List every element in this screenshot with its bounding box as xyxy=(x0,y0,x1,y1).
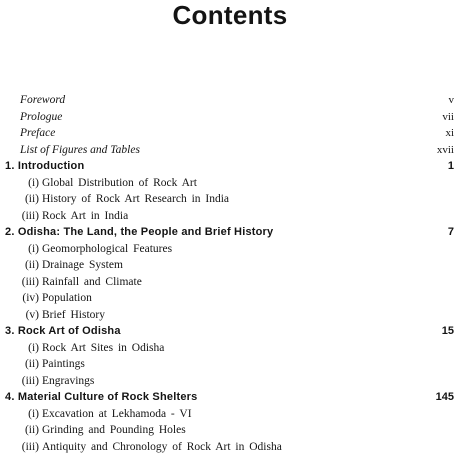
section-number: (i) xyxy=(28,176,39,189)
entry-page-number: 7 xyxy=(447,226,454,238)
entry-label: Foreword xyxy=(20,94,66,106)
toc-section-entry[interactable] xyxy=(0,290,460,307)
chapter-title: Material Culture of Rock Shelters xyxy=(17,391,198,403)
toc-front-matter-entry[interactable] xyxy=(0,92,460,109)
chapter-heading xyxy=(5,323,121,340)
chapter-number: 1. xyxy=(5,160,15,172)
section-title: Drainage System xyxy=(42,259,123,271)
entry-label: Preface xyxy=(20,127,56,139)
section-title: History of Rock Art Research in India xyxy=(42,193,230,205)
toc-front-matter-entry[interactable] xyxy=(0,125,460,142)
section-title: Engravings xyxy=(42,374,95,387)
entry-label: List of Figures and Tables xyxy=(20,143,140,156)
section-number: (iii) xyxy=(21,275,39,288)
toc-section-entry[interactable] xyxy=(0,373,460,390)
section-title: Brief History xyxy=(42,308,106,321)
chapter-heading xyxy=(5,224,273,241)
toc-front-matter-entry[interactable] xyxy=(0,109,460,126)
chapter-heading xyxy=(5,158,84,175)
toc-chapter-entry[interactable] xyxy=(0,323,460,340)
section-number: (ii) xyxy=(24,424,39,436)
entry-page-number: 15 xyxy=(441,325,454,337)
toc-section-entry[interactable] xyxy=(0,406,460,423)
chapter-title: Introduction xyxy=(17,160,85,172)
entry-page-number: 145 xyxy=(435,391,454,403)
section-title: Rock Art Sites in Odisha xyxy=(42,341,165,354)
toc-section-entry[interactable] xyxy=(0,241,460,258)
section-title: Excavation at Lekhamoda - VI xyxy=(42,407,192,420)
toc-section-entry[interactable] xyxy=(0,208,460,225)
section-number: (i) xyxy=(28,242,39,255)
section-number: (iv) xyxy=(22,292,39,304)
section-title: Population xyxy=(42,292,92,304)
section-number: (iii) xyxy=(21,209,39,222)
chapter-title: Odisha: The Land, the People and Brief History xyxy=(17,226,274,238)
chapter-number: 3. xyxy=(5,325,15,337)
section-title: Antiquity and Chronology of Rock Art in Odisha xyxy=(42,440,282,453)
section-number: (i) xyxy=(28,407,39,420)
entry-page-number: xvii xyxy=(436,143,454,156)
section-number: (v) xyxy=(25,308,39,321)
section-number: (ii) xyxy=(24,193,39,205)
section-title: Rock Art in India xyxy=(42,209,129,222)
toc-section-entry[interactable] xyxy=(0,422,460,439)
section-title: Grinding and Pounding Holes xyxy=(42,424,186,436)
toc-front-matter-entry[interactable] xyxy=(0,142,460,159)
toc-section-entry[interactable] xyxy=(0,356,460,373)
entry-page-number: vii xyxy=(442,110,454,123)
toc-chapter-entry[interactable] xyxy=(0,389,460,406)
chapter-number: 4. xyxy=(5,391,15,403)
toc-section-entry[interactable] xyxy=(0,307,460,324)
toc-section-entry[interactable] xyxy=(0,257,460,274)
toc-chapter-entry[interactable] xyxy=(0,158,460,175)
chapter-heading xyxy=(5,389,197,406)
entry-label: Prologue xyxy=(20,110,63,123)
toc-section-entry[interactable] xyxy=(0,274,460,291)
chapter-title: Rock Art of Odisha xyxy=(17,325,121,337)
section-number: (i) xyxy=(28,341,39,354)
section-number: (ii) xyxy=(24,358,39,370)
section-title: Geomorphological Features xyxy=(42,242,173,255)
toc-section-entry[interactable] xyxy=(0,191,460,208)
toc-chapter-entry[interactable] xyxy=(0,224,460,241)
toc-section-entry[interactable] xyxy=(0,340,460,357)
toc-section-entry[interactable] xyxy=(0,175,460,192)
section-number: (iii) xyxy=(21,374,39,387)
section-title: Paintings xyxy=(42,358,85,370)
table-of-contents xyxy=(0,92,460,455)
section-number: (iii) xyxy=(21,440,39,453)
entry-page-number: xi xyxy=(445,127,454,139)
chapter-number: 2. xyxy=(5,226,15,238)
page-title: Contents xyxy=(172,0,288,30)
section-title: Rainfall and Climate xyxy=(42,275,142,288)
section-number: (ii) xyxy=(24,259,39,271)
toc-section-entry[interactable] xyxy=(0,439,460,455)
entry-page-number: 1 xyxy=(447,160,454,172)
section-title: Global Distribution of Rock Art xyxy=(42,176,197,189)
entry-page-number: v xyxy=(448,94,454,106)
